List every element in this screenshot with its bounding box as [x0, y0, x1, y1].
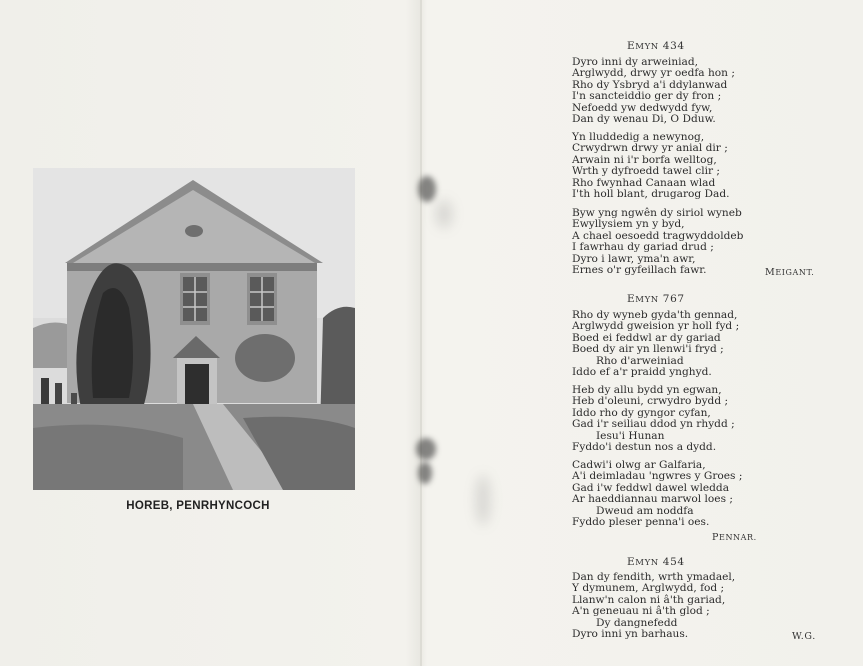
hymn-author: MEIGANT. — [765, 267, 815, 278]
hymn-line: Byw yng ngwên dy siriol wyneb — [572, 207, 742, 219]
hymn-line: Dyro inni yn barhaus. — [572, 628, 689, 641]
hymn-line: Boed ei feddwl ar dy gariad — [572, 331, 721, 344]
hymn-line: Rho fwynhad Canaan wlad — [572, 176, 716, 189]
hymn-title: EMYN 434 — [627, 40, 685, 52]
hymn-line: Wrth y dyfroedd tawel clir ; — [572, 165, 720, 178]
page-fold — [420, 0, 422, 666]
hymn-stanza — [572, 132, 730, 200]
hymn-stanza — [572, 57, 735, 125]
hymn-line: Fyddo'i destun nos a dydd. — [572, 441, 717, 454]
hymn-line: Fyddo pleser penna'i oes. — [572, 516, 710, 529]
hymn-line: Llanw'n calon ni â'th gariad, — [572, 593, 726, 606]
hymn-line: Y dymunem, Arglwydd, fod ; — [572, 582, 725, 595]
hymn-author: PENNAR. — [712, 532, 757, 543]
hymn-line: Yn lluddedig a newynog, — [572, 131, 705, 143]
hymn-stanza — [572, 572, 735, 640]
hymn-line: Iddo rho dy gyngor cyfan, — [572, 406, 711, 419]
hymn-line: A'i deimladau 'ngwres y Groes ; — [572, 470, 743, 483]
hymn-line: Dy dangnefedd — [596, 616, 678, 629]
hymn-stanza — [572, 385, 735, 453]
hymn-line: Cadwi'i olwg ar Galfaria, — [572, 459, 706, 471]
hymn-line: Dyro inni dy arweiniad, — [572, 56, 698, 68]
hymn-line: A chael oesoedd tragwyddoldeb — [572, 229, 744, 242]
hymn-line: I'th holl blant, drugarog Dad. — [572, 188, 730, 201]
hymn-line: Crwydrwn drwy yr anial dir ; — [572, 142, 728, 155]
ink-stain — [418, 176, 436, 202]
hymn-stanza — [572, 460, 742, 528]
hymn-line: Rho dy Ysbryd a'i ddylanwad — [572, 78, 728, 91]
hymn-line: Boed dy air yn llenwi'i fryd ; — [572, 343, 724, 356]
chapel-photograph — [33, 168, 355, 490]
ink-stain — [436, 200, 452, 228]
hymn-line: Arglwydd gweision yr holl fyd ; — [572, 320, 740, 333]
hymn-stanza — [572, 208, 743, 276]
hymn-stanza — [572, 310, 739, 378]
hymn-line: Ewyllysiem yn y byd, — [572, 218, 685, 231]
hymn-line: Gad i'r seiliau ddod yn rhydd ; — [572, 418, 735, 431]
hymn-line: Dweud am noddfa — [596, 504, 694, 517]
hymn-line: Gad i'w feddwl dawel wledda — [572, 481, 730, 494]
hymn-line: A'n geneuau ni â'th glod ; — [572, 605, 710, 618]
hymn-line: Iesu'i Hunan — [596, 429, 665, 442]
hymn-line: Rho d'arweiniad — [596, 354, 684, 367]
hymn-line: Ar haeddiannau marwol loes ; — [572, 493, 733, 506]
hymn-line: Rho dy wyneb gyda'th gennad, — [572, 309, 738, 321]
hymn-line: Dyro i lawr, yma'n awr, — [572, 252, 696, 265]
hymn-line: Dan dy wenau Di, O Dduw. — [572, 113, 716, 126]
ink-stain — [418, 462, 432, 484]
photo-caption: HOREB, PENRHYNCOCH — [126, 500, 270, 512]
hymn-line: I'n sancteiddio ger dy fron ; — [572, 90, 722, 103]
hymn-line: Heb dy allu bydd yn egwan, — [572, 384, 722, 396]
hymn-line: Ernes o'r gyfeillach fawr. — [572, 264, 707, 277]
hymn-author: W.G. — [792, 631, 816, 642]
hymn-line: Arglwydd, drwy yr oedfa hon ; — [572, 67, 735, 80]
ink-stain — [476, 475, 490, 525]
hymn-line: Dan dy fendith, wrth ymadael, — [572, 571, 736, 583]
hymn-title: EMYN 454 — [627, 556, 685, 568]
hymn-title: EMYN 767 — [627, 293, 685, 305]
ink-stain — [416, 438, 436, 460]
hymn-line: Nefoedd yw dedwydd fyw, — [572, 101, 713, 114]
hymn-line: I fawrhau dy gariad drud ; — [572, 241, 714, 254]
hymn-line: Arwain ni i'r borfa welltog, — [572, 153, 717, 166]
hymn-line: Iddo ef a'r praidd ynghyd. — [572, 366, 712, 379]
hymn-line: Heb d'oleuni, crwydro bydd ; — [572, 395, 729, 408]
